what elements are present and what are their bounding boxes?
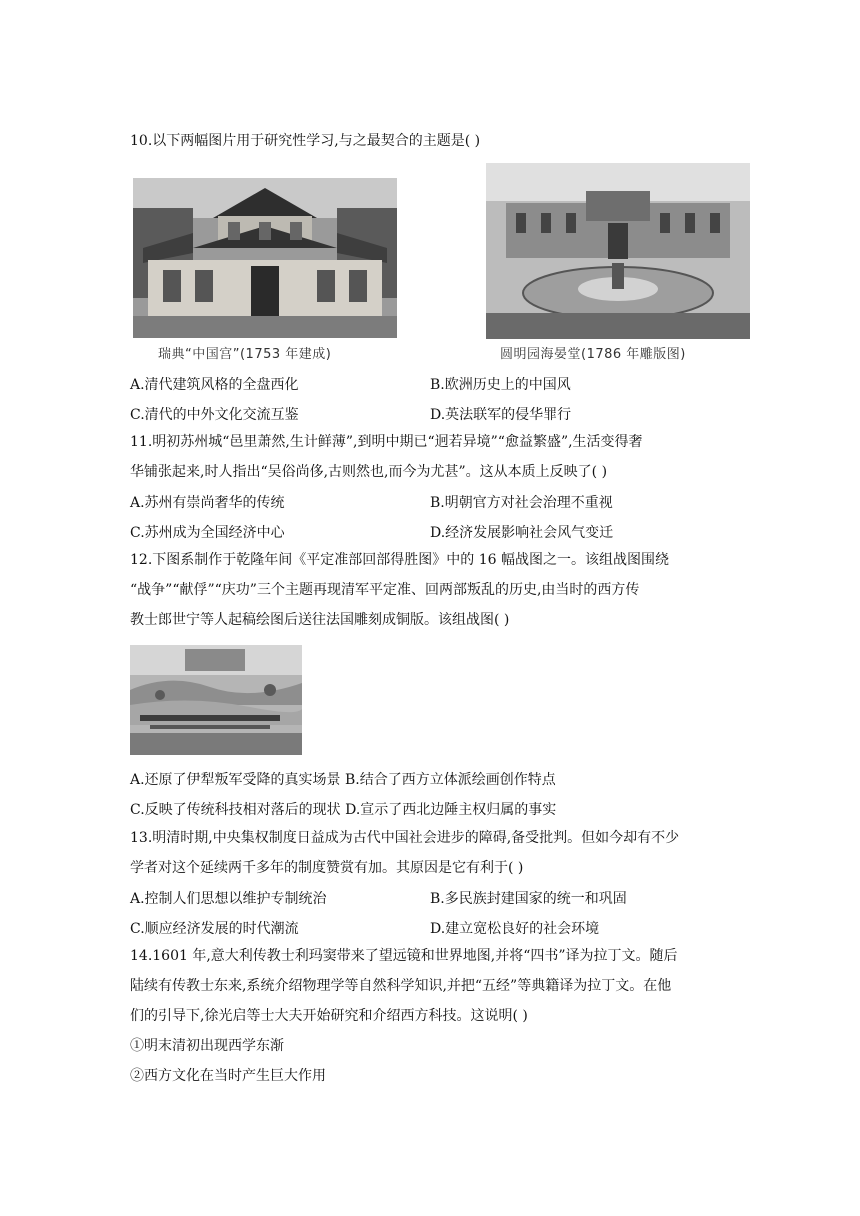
q11-option-a: A.苏州有崇尚奢华的传统 (130, 495, 285, 511)
q13-stem-line1: 13.明清时期,中央集权制度日益成为古代中国社会进步的障碍,备受批判。但如今却有不少 (130, 830, 680, 846)
q10-option-a: A.清代建筑风格的全盘西化 (130, 377, 299, 393)
battle-painting-image (130, 645, 302, 755)
q13-option-b: B.多民族封建国家的统一和巩固 (430, 891, 627, 907)
q14-item-2: ②西方文化在当时产生巨大作用 (130, 1068, 326, 1084)
q12-stem-line3: 教士郎世宁等人起稿绘图后送往法国雕刻成铜版。该组战图( ) (130, 612, 510, 628)
q13-stem-line2: 学者对这个延续两千多年的制度赞赏有加。其原因是它有利于( ) (130, 860, 524, 876)
q14-stem-line3: 们的引导下,徐光启等士大夫开始研究和介绍西方科技。这说明( ) (130, 1008, 528, 1024)
q11-option-b: B.明朝官方对社会治理不重视 (430, 495, 613, 511)
q12-stem-line1: 12.下图系制作于乾隆年间《平定准部回部得胜图》中的 16 幅战图之一。该组战图围绕 (130, 552, 669, 568)
q12-options-line1: A.还原了伊犁叛军受降的真实场景 B.结合了西方立体派绘画创作特点 (130, 772, 556, 788)
q11-option-c: C.苏州成为全国经济中心 (130, 525, 285, 541)
q14-item-1: ①明末清初出现西学东渐 (130, 1038, 284, 1054)
q11-stem-line1: 11.明初苏州城“邑里萧然,生计鲜薄”,到明中期已“迥若异境”“愈益繁盛”,生活变得奢 (130, 434, 643, 450)
q10-stem: 10.以下两幅图片用于研究性学习,与之最契合的主题是( ) (130, 133, 481, 149)
haiyantang-engraving (486, 163, 750, 339)
q13-option-a: A.控制人们思想以维护专制统治 (130, 891, 327, 907)
q14-stem-line2: 陆续有传教士东来,系统介绍物理学等自然科学知识,并把“五经”等典籍译为拉丁文。在他 (130, 978, 672, 994)
q12-options-line2: C.反映了传统科技相对落后的现状 D.宣示了西北边陲主权归属的事实 (130, 802, 557, 818)
q12-stem-line2: “战争”“献俘”“庆功”三个主题再现清军平定准、回两部叛乱的历史,由当时的西方传 (130, 582, 640, 598)
q11-stem-line2: 华铺张起来,时人指出“吴俗尚侈,古则然也,而今为尤甚”。这从本质上反映了( ) (130, 464, 608, 480)
q10-option-c: C.清代的中外文化交流互鉴 (130, 407, 299, 423)
q13-option-c: C.顺应经济发展的时代潮流 (130, 921, 299, 937)
sweden-china-palace-photo (133, 178, 397, 338)
left-photo-caption: 瑞典“中国宫”(1753 年建成) (158, 347, 332, 362)
q10-option-b: B.欧洲历史上的中国风 (430, 377, 571, 393)
q11-option-d: D.经济发展影响社会风气变迁 (430, 525, 614, 541)
right-photo-caption: 圆明园海晏堂(1786 年雕版图) (500, 347, 686, 362)
q13-option-d: D.建立宽松良好的社会环境 (430, 921, 600, 937)
q14-stem-line1: 14.1601 年,意大利传教士利玛窦带来了望远镜和世界地图,并将“四书”译为拉丁文。随后 (130, 948, 678, 964)
q10-option-d: D.英法联军的侵华罪行 (430, 407, 572, 423)
